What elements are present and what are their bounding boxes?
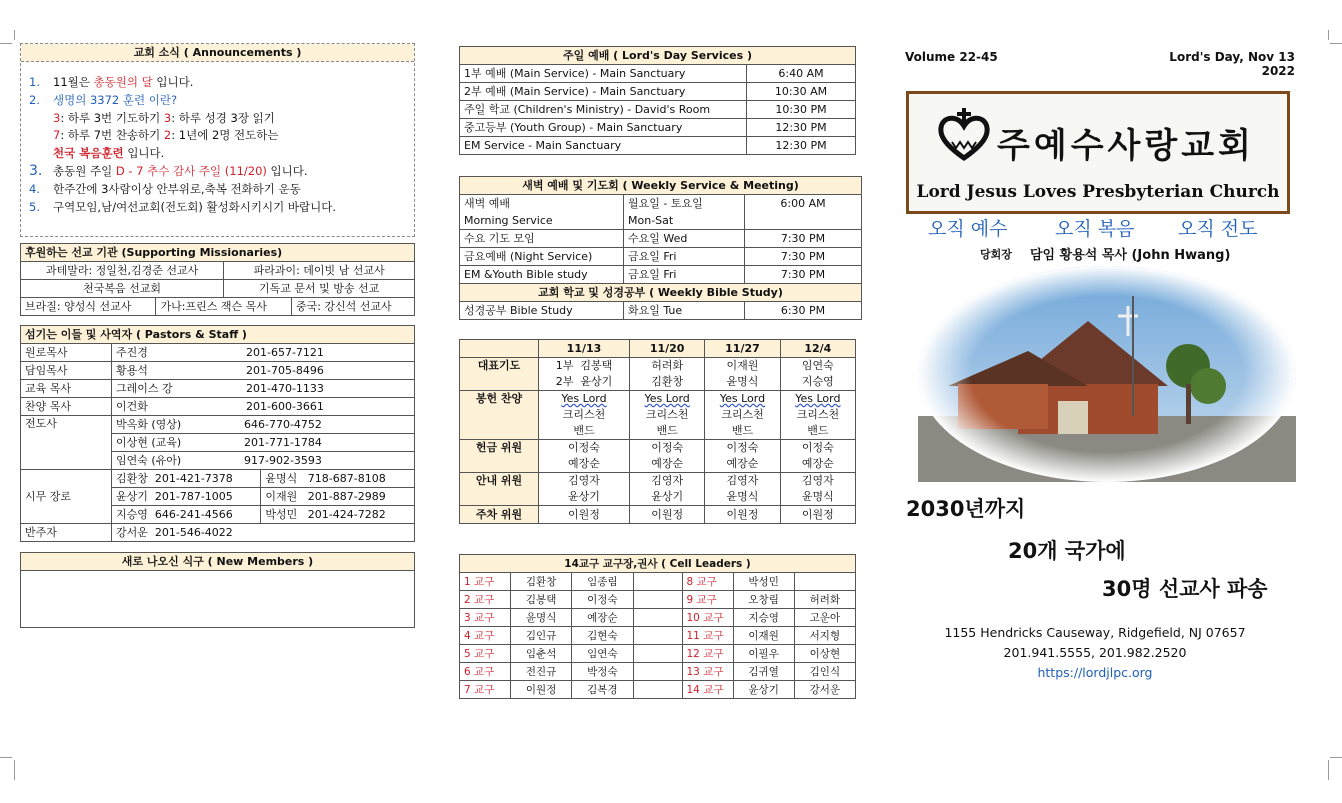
staff-entry: 주진경 201-657-7121 [112,344,415,362]
cell-number: 12 교구 [682,645,733,663]
announcement-item: 3: 하루 3번 기도하기 3: 하루 성경 3장 읽기 [53,111,275,125]
duty-cell: 임연숙 지승영 [780,358,855,391]
service-time: 6:40 AM [747,65,856,83]
weekly-name: 새벽 예배 [460,195,624,213]
duty-date: 12/4 [780,340,855,358]
cell-number: 5 교구 [460,645,511,663]
weekly-name: EM &Youth Bible study [460,266,624,284]
crop-mark [0,757,12,758]
cell-leader: 허려화 [794,591,855,609]
cell-leader: 이재원 [733,627,794,645]
duty-cell: 김영자 윤상기 [629,473,704,506]
cell-leader: 이정숙 [572,591,633,609]
announcement-item: 2. 생명의 3372 훈련 이란? [29,93,178,107]
cell-number: 3 교구 [460,609,511,627]
duty-label: 주차 위원 [460,506,539,524]
staff-entry: 강서운 201-546-4022 [112,524,415,542]
vision-line-1: 2030년까지 [906,497,1026,521]
weekly-name: Morning Service [460,212,624,230]
cell-number: 14 교구 [682,681,733,699]
cell-leader: 박정숙 [572,663,633,681]
cell-leader: 김인규 [511,627,572,645]
missionary-cell: 과테말라: 정일천,김경준 선교사 [21,262,224,280]
duty-cell: 이원정 [539,506,630,524]
missionary-cell: 천국복음 선교회 [21,280,224,298]
staff-entry: 이건화 201-600-3661 [112,398,415,416]
weekly-name: 수요 기도 모임 [460,230,624,248]
duty-cell: 김영자 윤명식 [780,473,855,506]
service-name: 1부 예배 (Main Service) - Main Sanctuary [460,65,747,83]
missionary-cell: 기독교 문서 및 방송 선교 [224,280,415,298]
cell-number: 10 교구 [682,609,733,627]
cell-leader: 윤상기 [733,681,794,699]
duty-cell: Yes Lord 크리스천 밴드 [780,391,855,440]
new-members-title: 새로 나오신 식구 ( New Members ) [21,553,414,571]
weekly-time: 6:30 PM [745,302,862,320]
cell-leader: 임연숙 [572,645,633,663]
cell-number: 11 교구 [682,627,733,645]
cell-spacer [633,681,682,699]
service-time: 10:30 AM [747,83,856,101]
weekly-table [459,176,862,320]
staff-role: 시무 장로 [21,470,112,524]
crop-mark [1330,43,1342,44]
crop-mark [1330,757,1342,758]
staff-entry: 임연숙 (유아) 917-902-3593 [112,452,415,470]
duty-date: 11/27 [705,340,780,358]
missionary-cell: 브라질: 양성식 선교사 [21,298,156,316]
duty-date: 11/13 [539,340,630,358]
church-logo [906,91,1290,214]
crop-mark [1328,760,1329,780]
church-website-link[interactable]: https://lordjlpc.org [1037,665,1153,680]
elder-entry: 이재원 201-887-2989 [261,488,415,506]
cell-leader: 오창림 [733,591,794,609]
service-time: 12:30 PM [747,137,856,155]
duty-label: 안내 위원 [460,473,539,506]
logo-korean: 주예수사랑교회 [997,126,1255,166]
cell-leader: 김인식 [794,663,855,681]
announcement-item: 5. 구역모임,남/여선교회(전도회) 활성화시키시기 바랍니다. [29,200,336,214]
volume-label: Volume 22-45 [905,50,998,64]
motto-evangelism: 오직 전도 [1178,218,1258,240]
date-label: Lord's Day, Nov 13 2022 [1169,50,1295,78]
cell-spacer [633,609,682,627]
elder-entry: 윤상기 201-787-1005 [112,488,261,506]
cell-leader: 김복경 [572,681,633,699]
church-address: 1155 Hendricks Causeway, Ridgefield, NJ 07657 [944,625,1246,640]
service-name: 2부 예배 (Main Service) - Main Sanctuary [460,83,747,101]
service-name: 중고등부 (Youth Group) - Main Sanctuary [460,119,747,137]
cell-leader: 예장순 [572,609,633,627]
missionary-cell: 파라과이: 데이빗 남 선교사 [224,262,415,280]
weekly-name: 성경공부 Bible Study [460,302,624,320]
service-name: 주일 학교 (Children's Ministry) - David's Room [460,101,747,119]
cell-leader: 이필우 [733,645,794,663]
crop-mark [14,760,15,780]
weekly-day: 월요일 - 토요일 [624,195,745,213]
pastor-label: 당회장 [980,248,1012,261]
staff-entry: 박옥화 (영상) 646-770-4752 [112,416,415,434]
cell-leader: 이원정 [511,681,572,699]
cell-leader: 지승영 [733,609,794,627]
staff-role: 교육 목사 [21,380,112,398]
duty-cell: 김영자 윤명식 [705,473,780,506]
crop-mark [14,30,15,40]
weekly-time: 7:30 PM [745,266,862,284]
missionaries-title: 후원하는 선교 기관 (Supporting Missionaries) [21,244,415,262]
weekly-time: 6:00 AM [745,195,862,213]
duty-label: 봉헌 찬양 [460,391,539,440]
missionary-cell: 중국: 강신석 선교사 [291,298,414,316]
cell-spacer [633,591,682,609]
elder-entry: 윤명식 718-687-8108 [261,470,415,488]
staff-table [20,325,415,542]
staff-entry: 이상현 (교육) 201-771-1784 [112,434,415,452]
pastor-name: 담임 황용석 목사 (John Hwang) [1030,248,1231,263]
cell-leaders-table [459,554,856,699]
duty-label: 대표기도 [460,358,539,391]
church-name: Lord Jesus Loves Presbyterian Church [916,182,1280,202]
duty-cell: 이재원 윤명식 [705,358,780,391]
weekly-time: 7:30 PM [745,230,862,248]
cell-spacer [633,573,682,591]
vision-line-2: 20개 국가에 [1008,539,1126,563]
service-time: 10:30 PM [747,101,856,119]
staff-role: 원로목사 [21,344,112,362]
weekly-day: 화요일 Tue [624,302,745,320]
weekly-name: 금요예배 (Night Service) [460,248,624,266]
elder-entry: 지승영 646-241-4566 [112,506,261,524]
cell-number: 6 교구 [460,663,511,681]
cell-spacer [633,645,682,663]
motto-jesus: 오직 예수 [928,218,1008,240]
weekly-day: 금요일 Fri [624,248,745,266]
new-members-box [20,552,415,628]
cell-number: 4 교구 [460,627,511,645]
announcement-item: 4. 한주간에 3사람이상 안부위로,축복 전화하기 운동 [29,182,301,196]
heart-cross-icon [934,106,994,166]
cell-leader: 전진규 [511,663,572,681]
announcement-item: 1. 11월은 총동원의 달 입니다. [29,75,194,89]
cell-leader: 임종림 [572,573,633,591]
duty-cell: 이원정 [705,506,780,524]
study-title: 교회 학교 및 성경공부 ( Weekly Bible Study) [460,284,862,302]
staff-entry: 그레이스 강 201-470-1133 [112,380,415,398]
missionary-cell: 가나:프린스 잭슨 목사 [156,298,291,316]
duty-cell: 이정숙 예장순 [539,440,630,473]
staff-title: 섬기는 이들 및 사역자 ( Pastors & Staff ) [21,326,415,344]
cell-number: 7 교구 [460,681,511,699]
service-name: EM Service - Main Sanctuary [460,137,747,155]
cell-leader: 김환창 [511,573,572,591]
weekly-day: Mon-Sat [624,212,745,230]
duty-label: 헌금 위원 [460,440,539,473]
church-phone: 201.941.5555, 201.982.2520 [1003,645,1187,660]
cell-leader: 김봉택 [511,591,572,609]
missionaries-table [20,243,415,316]
duty-cell: 허려화 김환창 [629,358,704,391]
duty-cell: 이원정 [780,506,855,524]
cell-leader [794,573,855,591]
duty-cell: Yes Lord 크리스천 밴드 [705,391,780,440]
announcements-box [20,43,415,237]
service-time: 12:30 PM [747,119,856,137]
church-photo [918,266,1296,482]
weekly-day: 금요일 Fri [624,266,745,284]
cell-leader: 임춘석 [511,645,572,663]
weekly-time [745,212,862,230]
staff-role: 반주자 [21,524,112,542]
duty-cell: 이원정 [629,506,704,524]
staff-role: 전도사 [21,416,112,470]
announcement-item: 천국 복음훈련 입니다. [53,146,165,160]
cell-leader: 강서운 [794,681,855,699]
duty-cell: Yes Lord 크리스천 밴드 [539,391,630,440]
weekly-day: 수요일 Wed [624,230,745,248]
cell-number: 8 교구 [682,573,733,591]
crop-mark [0,43,12,44]
motto-gospel: 오직 복음 [1055,218,1135,240]
cell-number: 13 교구 [682,663,733,681]
announcements-title: 교회 소식 ( Announcements ) [21,44,414,62]
duty-cell: 이정숙 예장순 [629,440,704,473]
cell-number: 9 교구 [682,591,733,609]
cell-leader: 윤명식 [511,609,572,627]
duty-table [459,339,856,524]
weekly-time: 7:30 PM [745,248,862,266]
cell-leader: 박성민 [733,573,794,591]
elder-entry: 김환창 201-421-7378 [112,470,261,488]
cell-number: 1 교구 [460,573,511,591]
cell-leader: 이상현 [794,645,855,663]
staff-role: 담임목사 [21,362,112,380]
cell-leader: 서지형 [794,627,855,645]
cell-leader: 김귀열 [733,663,794,681]
announcement-item: 7: 하루 7번 찬송하기 2: 1년에 2명 전도하는 [53,128,279,142]
duty-cell: Yes Lord 크리스천 밴드 [629,391,704,440]
duty-date: 11/20 [629,340,704,358]
crop-mark [1328,30,1329,40]
cell-leader: 김현숙 [572,627,633,645]
duty-corner [460,340,539,358]
announcement-item: 3. 총동원 주일 D - 7 추수 감사 주일 (11/20) 입니다. [29,163,308,179]
duty-cell: 이정숙 예장순 [705,440,780,473]
elder-entry: 박성민 201-424-7282 [261,506,415,524]
cell-spacer [633,663,682,681]
cell-leaders-title: 14교구 교구장,권사 ( Cell Leaders ) [460,555,856,573]
services-table [459,46,856,155]
vision-line-3: 30명 선교사 파송 [1102,577,1268,601]
weekly-title: 새벽 예배 및 기도회 ( Weekly Service & Meeting) [460,177,862,195]
staff-entry: 황용석 201-705-8496 [112,362,415,380]
duty-cell: 이정숙 예장순 [780,440,855,473]
services-title: 주일 예배 ( Lord's Day Services ) [460,47,856,65]
cell-number: 2 교구 [460,591,511,609]
cell-leader: 고운아 [794,609,855,627]
cell-spacer [633,627,682,645]
duty-cell: 김영자 윤상기 [539,473,630,506]
duty-cell: 1부 김봉택 2부 윤상기 [539,358,630,391]
staff-role: 찬양 목사 [21,398,112,416]
